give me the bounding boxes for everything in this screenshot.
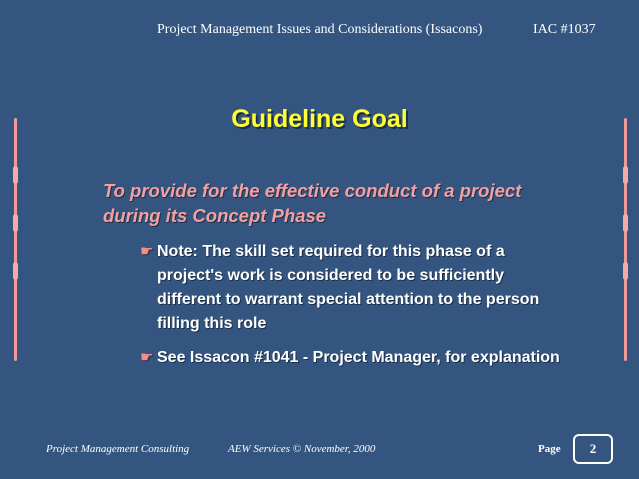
accent-bead xyxy=(623,214,628,232)
bullet-list xyxy=(140,240,570,380)
header-code: IAC #1037 xyxy=(533,22,596,37)
bullet-item xyxy=(140,240,570,336)
pointing-hand-icon: ☛ xyxy=(140,349,154,366)
footer-company: Project Management Consulting xyxy=(46,443,190,455)
right-accent-bar xyxy=(624,118,627,361)
lead-statement: To provide for the effective conduct of a project during its Concept Phase xyxy=(103,180,522,226)
accent-bead xyxy=(13,214,18,232)
pointing-hand-icon: ☛ xyxy=(140,243,154,260)
bullet-text: Note: The skill set required for this phase of a project's work is considered to be sufficiently different to warrant special attention to the person filling this role xyxy=(157,243,540,332)
bullet-item xyxy=(140,346,570,370)
header-title: Project Management Issues and Considerations (Issacons) xyxy=(157,22,483,37)
accent-bead xyxy=(623,262,628,280)
footer-copyright: AEW Services © November, 2000 xyxy=(228,443,376,455)
slide-heading: Guideline Goal xyxy=(231,105,408,133)
left-accent-bar xyxy=(14,118,17,361)
bullet-text: See Issacon #1041 - Project Manager, for explanation xyxy=(157,349,560,366)
accent-bead xyxy=(13,166,18,184)
page-label: Page xyxy=(538,443,561,455)
page-number: 2 xyxy=(573,434,613,464)
accent-bead xyxy=(13,262,18,280)
accent-bead xyxy=(623,166,628,184)
